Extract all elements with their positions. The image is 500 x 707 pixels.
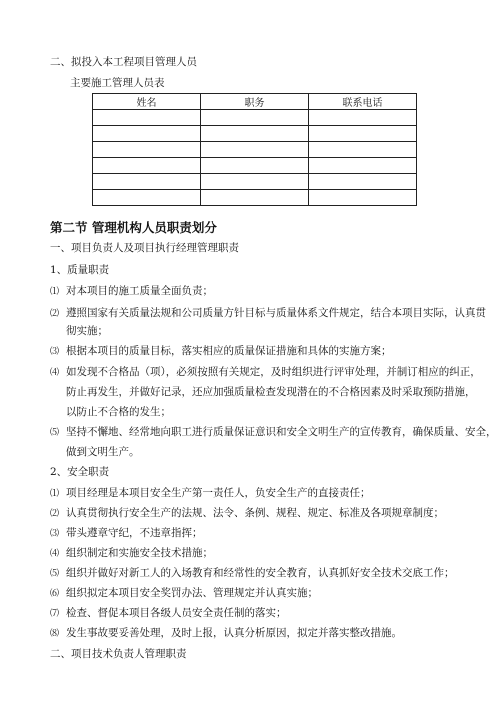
safety-item bbox=[50, 526, 203, 541]
table-cell bbox=[309, 158, 417, 174]
item-text-continued: 以防止不合格的发生； bbox=[66, 406, 171, 418]
item-number: ⑺ bbox=[50, 609, 60, 619]
item-number: ⑷ bbox=[50, 549, 60, 559]
item-text: 发生事故要妥善处理，及时上报，认真分析原因，拟定并落实整改措施。 bbox=[66, 627, 402, 639]
item-text: 组织拟定本项目安全奖罚办法、管理规定并认真实施； bbox=[66, 587, 318, 599]
table-caption: 主要施工管理人员表 bbox=[70, 77, 165, 89]
item-number: ⑹ bbox=[50, 589, 60, 599]
item-number: ⑷ bbox=[50, 368, 60, 378]
quality-item bbox=[50, 365, 481, 380]
item-text: 如发现不合格品（项），必须按照有关规定，及时组织进行评审处理，并制订相应的纠正， bbox=[66, 366, 481, 378]
item-text: 对本项目的施工质量全面负责； bbox=[66, 285, 213, 297]
quality-item bbox=[50, 284, 213, 299]
item-text: 检查、督促本项目各级人员安全责任制的落实； bbox=[66, 607, 287, 619]
quality-item bbox=[50, 306, 486, 321]
safety-item bbox=[50, 486, 371, 501]
item-number: ⑴ bbox=[50, 489, 60, 499]
safety-item bbox=[50, 506, 444, 521]
table-cell bbox=[93, 190, 201, 206]
column-header-name: 姓名 bbox=[93, 94, 201, 110]
safety-item bbox=[50, 606, 287, 621]
item-number: ⑵ bbox=[50, 309, 60, 319]
table-cell bbox=[309, 142, 417, 158]
safety-item bbox=[50, 546, 213, 561]
table-cell bbox=[93, 110, 201, 126]
item-text: 项目经理是本项目安全生产第一责任人，负安全生产的直接责任； bbox=[66, 487, 371, 499]
safety-item bbox=[50, 586, 318, 601]
table-row bbox=[93, 158, 417, 174]
item-text: 组织并做好对新工人的入场教育和经常性的安全教育，认真抓好安全技术交底工作； bbox=[66, 567, 455, 579]
table-cell bbox=[201, 110, 309, 126]
table-cell bbox=[93, 142, 201, 158]
section-title: 第二节 管理机构人员职责划分 bbox=[50, 220, 217, 235]
item-text: 根据本项目的质量目标，落实相应的质量保证措施和具体的实施方案； bbox=[66, 345, 392, 357]
safety-item bbox=[50, 566, 455, 581]
item-text-continued: 做到文明生产。 bbox=[66, 446, 140, 458]
part2-heading: 二、项目技术负责人管理职责 bbox=[50, 648, 187, 660]
item-number: ⑸ bbox=[50, 428, 60, 438]
item-text-continued: 彻实施； bbox=[66, 325, 108, 337]
table-cell bbox=[201, 126, 309, 142]
table-row bbox=[93, 174, 417, 190]
item-text: 组织制定和实施安全技术措施； bbox=[66, 547, 213, 559]
part1-heading: 一、项目负责人及项目执行经理管理职责 bbox=[50, 242, 239, 254]
table-cell bbox=[309, 110, 417, 126]
table-cell bbox=[309, 190, 417, 206]
table-cell bbox=[93, 126, 201, 142]
table-row bbox=[93, 142, 417, 158]
safety-heading: 2、安全职责 bbox=[50, 466, 110, 478]
item-text: 坚持不懈地、经常地向职工进行质量保证意识和安全文明生产的宣传教育，确保质量、安全， bbox=[66, 426, 497, 438]
item-number: ⑻ bbox=[50, 629, 60, 639]
quality-item bbox=[50, 344, 392, 359]
item-text-continued: 防止再发生，并做好记录，还应加强质量检查发现潜在的不合格因素及时采取预防措施， bbox=[66, 386, 476, 398]
table-cell bbox=[93, 158, 201, 174]
column-header-phone: 联系电话 bbox=[309, 94, 417, 110]
table-cell bbox=[93, 174, 201, 190]
table-cell bbox=[309, 174, 417, 190]
staff-table bbox=[92, 93, 417, 206]
table-cell bbox=[201, 158, 309, 174]
table-cell bbox=[309, 126, 417, 142]
table-cell bbox=[201, 174, 309, 190]
item-number: ⑶ bbox=[50, 529, 60, 539]
quality-heading: 1、质量职责 bbox=[50, 264, 110, 276]
item-text: 认真贯彻执行安全生产的法规、法令、条例、规程、规定、标准及各项规章制度； bbox=[66, 507, 444, 519]
table-row bbox=[93, 190, 417, 206]
table-row bbox=[93, 126, 417, 142]
item-text: 带头遵章守纪，不违章指挥； bbox=[66, 527, 203, 539]
table-cell bbox=[201, 142, 309, 158]
quality-item bbox=[50, 425, 497, 440]
column-header-position: 职务 bbox=[201, 94, 309, 110]
table-row bbox=[93, 110, 417, 126]
safety-item bbox=[50, 626, 402, 641]
table-header-row bbox=[93, 94, 417, 110]
item-number: ⑸ bbox=[50, 569, 60, 579]
table-cell bbox=[201, 190, 309, 206]
recruit-heading: 二、拟投入本工程项目管理人员 bbox=[50, 56, 197, 68]
item-number: ⑵ bbox=[50, 509, 60, 519]
item-number: ⑶ bbox=[50, 347, 60, 357]
item-text: 遵照国家有关质量法规和公司质量方针目标与质量体系文件规定，结合本项目实际，认真贯 bbox=[66, 307, 486, 319]
item-number: ⑴ bbox=[50, 287, 60, 297]
